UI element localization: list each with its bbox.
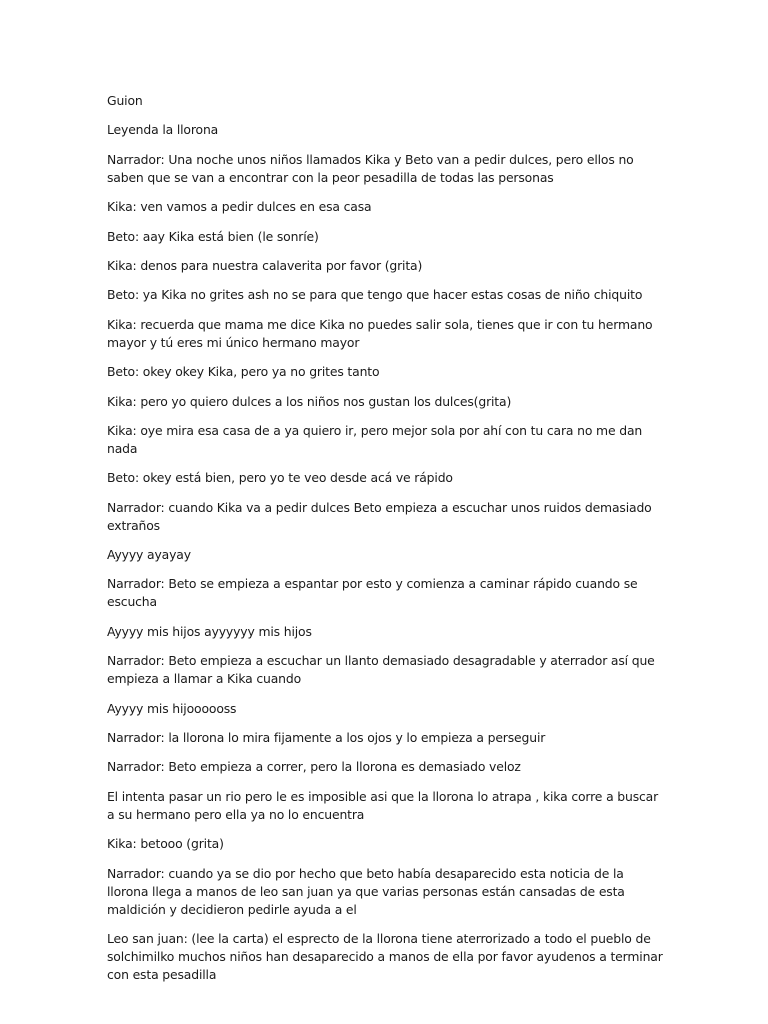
script-line: Kika: ven vamos a pedir dulces en esa casa: [107, 199, 372, 215]
script-line: Kika: oye mira esa casa de a ya quiero ir, pero mejor sola por ahí con tu cara no me dan nada: [107, 422, 643, 456]
script-line: Beto: aay Kika está bien (le sonríe): [107, 228, 319, 244]
document-title: Guion: [107, 93, 143, 108]
script-line: Kika: recuerda que mama me dice Kika no puedes salir sola, tienes que ir con tu hermano mayor y tú eres mi único hermano mayor: [107, 316, 653, 350]
script-line: Kika: pero yo quiero dulces a los niños nos gustan los dulces(grita): [107, 393, 512, 409]
script-line: Leo san juan: (lee la carta) el esprecto de la llorona tiene aterrorizado a todo el pueblo de solchimilko muchos niños han desaparecido a manos de ella por favor ayudenos a terminar con esta pesadilla: [107, 930, 663, 982]
script-line: Narrador: Beto se empieza a espantar por esto y comienza a caminar rápido cuando se escucha: [107, 576, 638, 610]
script-line: Narrador: la llorona lo mira fijamente a los ojos y lo empieza a perseguir: [107, 730, 546, 746]
script-line: Narrador: Una noche unos niños llamados Kika y Beto van a pedir dulces, pero ellos no saben que se van a encontrar con la peor pesadilla de todas las personas: [107, 151, 634, 185]
script-line: Beto: okey está bien, pero yo te veo desde acá ve rápido: [107, 470, 453, 486]
script-line: Ayyyy mis hijos ayyyyyy mis hijos: [107, 623, 312, 639]
script-line: Ayyyy mis hijoooooss: [107, 700, 237, 716]
script-line: El intenta pasar un rio pero le es imposible asi que la llorona lo atrapa , kika corre a buscar a su hermano pero ella ya no lo encuentra: [107, 788, 659, 822]
script-line: Narrador: cuando ya se dio por hecho que beto había desaparecido esta noticia de la llorona llega a manos de leo san juan ya que varias personas están cansadas de esta maldición y decidieron pedirle ayuda a el: [107, 865, 625, 917]
script-line: Ayyyy ayayay: [107, 547, 191, 563]
script-line: Beto: ya Kika no grites ash no se para que tengo que hacer estas cosas de niño chiquito: [107, 287, 643, 303]
script-line: Narrador: Beto empieza a escuchar un llanto demasiado desagradable y aterrador así que empieza a llamar a Kika cuando: [107, 653, 655, 687]
script-subtitle: Leyenda la llorona: [107, 122, 219, 138]
document-body: [107, 92, 667, 995]
script-line: Narrador: cuando Kika va a pedir dulces Beto empieza a escuchar unos ruidos demasiado extraños: [107, 499, 652, 533]
script-line: Narrador: Beto empieza a correr, pero la llorona es demasiado veloz: [107, 759, 521, 775]
script-line: Beto: okey okey Kika, pero ya no grites tanto: [107, 364, 380, 380]
script-line: Kika: denos para nuestra calaverita por favor (grita): [107, 257, 423, 273]
script-line: Kika: betooo (grita): [107, 836, 224, 852]
